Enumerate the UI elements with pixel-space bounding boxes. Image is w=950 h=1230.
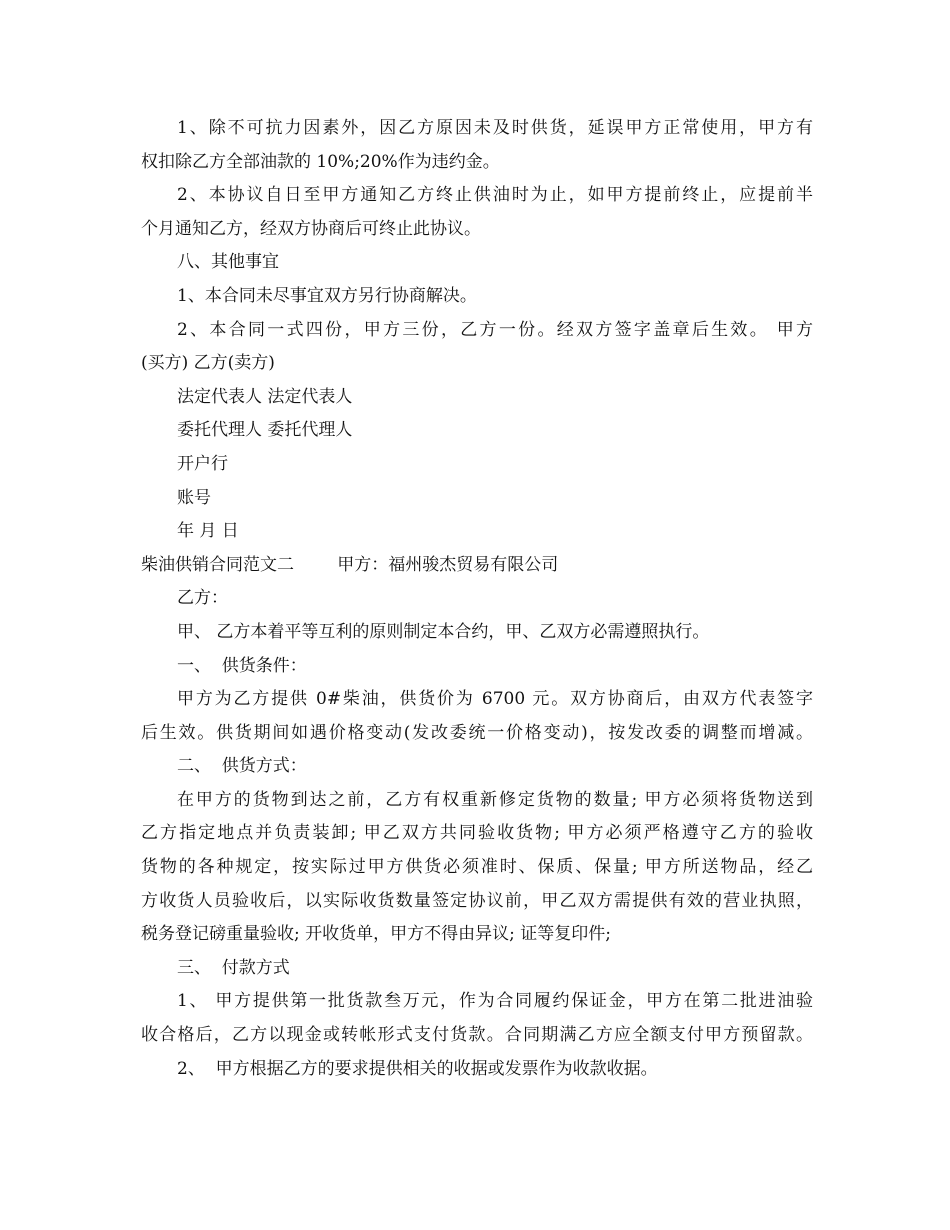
paragraph-line: 2、本协议自日至甲方通知乙方终止供油时为止，如甲方提前终止，应提前半 — [177, 185, 813, 206]
paragraph-line: 开户行 — [177, 453, 228, 474]
document-page — [141, 112, 813, 1086]
paragraph-line: 甲方为乙方提供 0#柴油，供货价为 6700 元。双方协商后，由双方代表签字 — [177, 689, 813, 710]
paragraph-line: 法定代表人 法定代表人 — [177, 386, 353, 407]
paragraph-line: 权扣除乙方全部油款的 10%;20%作为违约金。 — [141, 151, 500, 172]
paragraph-line: 二、 供货方式： — [177, 756, 307, 777]
paragraph-line: 三、 付款方式 — [177, 957, 290, 978]
paragraph-line: 税务登记磅重量验收; 开收货单，甲方不得由异议; 证等复印件; — [141, 924, 611, 945]
paragraph-line: 一、 供货条件： — [177, 655, 307, 676]
paragraph-line: 方收货人员验收后，以实际收货数量签定协议前，甲乙双方需提供有效的营业执照， — [141, 890, 813, 911]
paragraph-line: 2、本合同一式四份，甲方三份，乙方一份。经双方签字盖章后生效。 甲方 — [177, 319, 813, 340]
paragraph-line: 1、 甲方提供第一批货款叁万元，作为合同履约保证金，甲方在第二批进油验 — [177, 991, 813, 1012]
paragraph-line: 年 月 日 — [177, 521, 239, 542]
paragraph-line: 货物的各种规定，按实际过甲方供货必须准时、保质、保量; 甲方所送物品，经乙 — [141, 857, 813, 878]
paragraph-line: 收合格后，乙方以现金或转帐形式支付货款。合同期满乙方应全额支付甲方预留款。 — [141, 1025, 813, 1046]
paragraph-line: (买方) 乙方(卖方) — [141, 353, 275, 374]
paragraph-line: 八、其他事宜 — [177, 252, 279, 273]
paragraph-line: 2、 甲方根据乙方的要求提供相关的收据或发票作为收款收据。 — [177, 1058, 658, 1079]
paragraph-line: 1、本合同未尽事宜双方另行协商解决。 — [177, 285, 477, 306]
paragraph-line: 账号 — [177, 487, 211, 508]
paragraph-line: 甲、 乙方本着平等互利的原则制定本合约，甲、乙双方必需遵照执行。 — [177, 621, 710, 642]
paragraph-line: 后生效。供货期间如遇价格变动(发改委统一价格变动)，按发改委的调整而增减。 — [141, 722, 813, 743]
paragraph-line: 在甲方的货物到达之前，乙方有权重新修定货物的数量; 甲方必须将货物送到 — [177, 789, 813, 810]
paragraph-line: 个月通知乙方，经双方协商后可终止此协议。 — [141, 218, 481, 239]
paragraph-line: 乙方指定地点并负责装卸; 甲乙双方共同验收货物; 甲方必须严格遵守乙方的验收 — [141, 823, 813, 844]
paragraph-line: 乙方： — [177, 588, 228, 609]
paragraph-line: 柴油供销合同范文二 甲方：福州骏杰贸易有限公司 — [141, 554, 559, 575]
paragraph-line: 1、除不可抗力因素外，因乙方原因未及时供货，延误甲方正常使用，甲方有 — [177, 118, 813, 138]
paragraph-line: 委托代理人 委托代理人 — [177, 420, 353, 441]
